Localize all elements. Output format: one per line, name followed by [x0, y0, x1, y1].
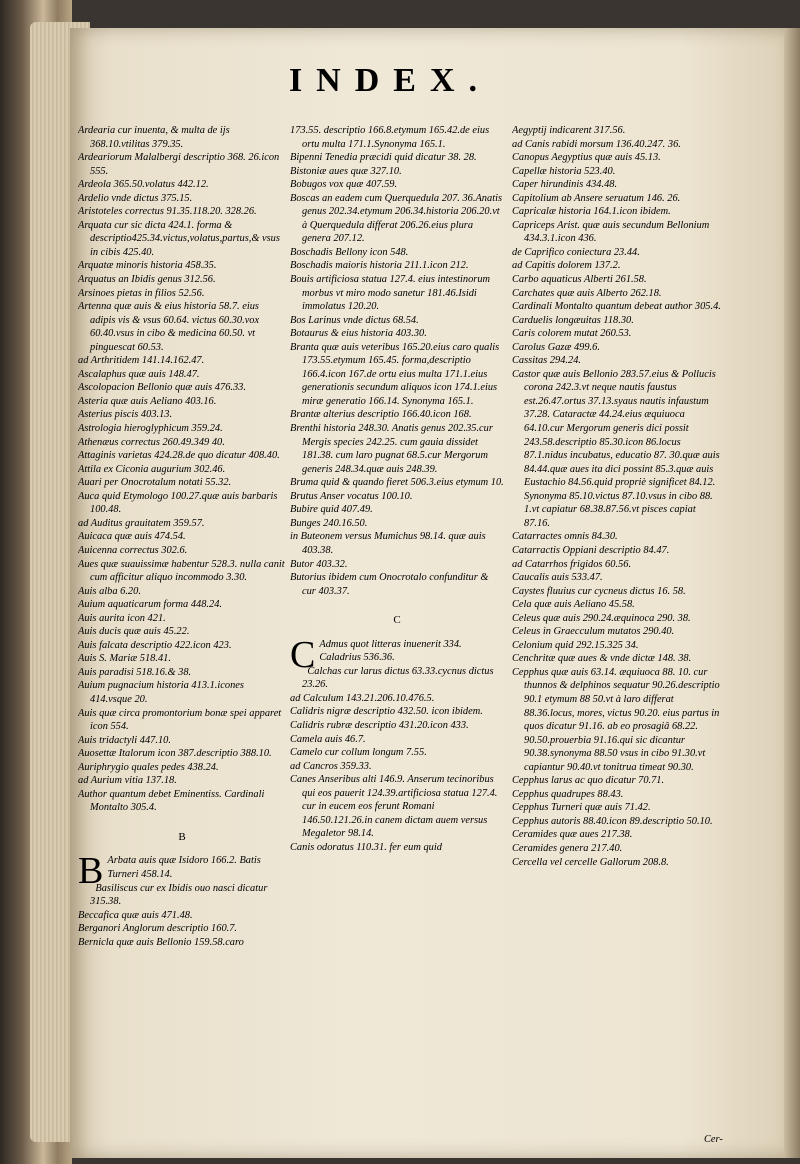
index-entry: [290, 178, 504, 192]
index-entry-text: Ardeariorum Malalbergi descriptio 368. 26.icon 555.: [78, 152, 280, 177]
index-entry: [512, 273, 724, 287]
index-entry: [78, 612, 286, 626]
index-entry: [78, 449, 286, 463]
index-entry-text: Auis tridactyli 447.10.: [78, 734, 171, 746]
index-entry-text: Auis alba 6.20.: [78, 585, 141, 597]
index-entry-text: Auium aquaticarum forma 448.24.: [78, 599, 223, 611]
index-entry: [512, 571, 724, 585]
catchword: Cer-: [704, 1134, 723, 1145]
index-entry: [78, 652, 286, 666]
drop-cap: C: [290, 633, 316, 676]
index-entry-text: Cela quæ auis Aeliano 45.58.: [512, 599, 635, 611]
index-entry: [512, 246, 724, 260]
index-entry: [78, 679, 286, 706]
index-entry-text: Brutus Anser vocatus 100.10.: [290, 490, 413, 502]
index-entry-text: Cenchritæ quæ aues & vnde dictæ 148. 38.: [512, 653, 692, 665]
index-entry-text: Auis aurita icon 421.: [78, 612, 166, 624]
index-entry-text: Cepphus quadrupes 88.43.: [512, 788, 624, 800]
index-entry: [78, 490, 286, 517]
index-column-3: [512, 124, 724, 1134]
index-entry: [290, 246, 504, 260]
index-entry-text: Ardeola 365.50.volatus 442.12.: [78, 179, 209, 191]
index-entry-text: Ceramides genera 217.40.: [512, 842, 623, 854]
index-column-2: [290, 124, 504, 1134]
index-entry-text: Ceramides quæ aues 217.38.: [512, 829, 633, 841]
index-entry-text: Ascolopacion Bellonio quæ auis 476.33.: [78, 382, 246, 394]
index-entry: [78, 273, 286, 287]
index-entry: [78, 124, 286, 151]
index-entry-text: Calidris rubræ descriptio 431.20.icon 433.: [290, 719, 469, 731]
index-entry: [512, 287, 724, 301]
index-entry: [512, 314, 724, 328]
index-entry-text: Boscas an eadem cum Querquedula 207. 36.Anatis genus 202.34.etymum 206.34.historia 206.20.vt à Querquedula differat 206.26.eius plura genera 207.12.: [290, 192, 503, 245]
index-entry-text: Bouis artificiosa statua 127.4. eius intestinorum morbus vt miro modo sanetur 181.46.Isidi immolatus 120.20.: [290, 274, 491, 313]
index-entry-text: Admus quot litteras inuenerit 334. Caladrius 536.36.: [319, 638, 462, 664]
page-right-edge: [784, 28, 800, 1158]
index-entry: [78, 882, 286, 909]
index-entry: [512, 205, 724, 219]
index-entry: [78, 585, 286, 599]
index-entry-text: Author quantum debet Eminentiss. Cardinali Montalto 305.4.: [78, 788, 265, 814]
index-entry-text: Caper hirundinis 434.48.: [512, 179, 618, 191]
index-entry-text: Carbo aquaticus Alberti 261.58.: [512, 274, 647, 286]
index-entry: [290, 503, 504, 517]
index-entry-text: ad Capitis dolorem 137.2.: [512, 260, 621, 272]
index-entry-text: Auari per Onocrotalum notati 55.32.: [78, 477, 232, 489]
index-entry-text: Canopus Aegyptius quæ auis 45.13.: [512, 152, 661, 164]
index-entry-text: Auium pugnacium historia 413.1.icones 414.vsque 20.: [78, 680, 244, 705]
index-entry-text: Bruma quid & quando fieret 506.3.eius etymum 10.: [290, 477, 504, 489]
index-entry: [512, 774, 724, 788]
index-entry: [290, 314, 504, 328]
index-entry: [78, 544, 286, 558]
index-entry-text: Ardearia cur inuenta, & multa de ijs 368.10.vtilitas 379.35.: [78, 125, 230, 150]
index-entry-text: Bos Larinus vnde dictus 68.54.: [290, 314, 419, 326]
index-entry-text: de Caprifico coniectura 23.44.: [512, 246, 640, 258]
index-entry-text: Aegyptij indicarent 317.56.: [512, 125, 626, 136]
index-entry: [290, 733, 504, 747]
index-entry-text: Attaginis varietas 424.28.de quo dicatur 408.40.: [78, 450, 280, 462]
index-entry: [290, 760, 504, 774]
index-entry: [290, 192, 504, 246]
index-entry-text: Canes Anseribus alti 146.9. Anserum tecinoribus qui eos pauerit 124.39.artificiosa statua 127.4. cur in eucem eos ferunt Romani 146.50.121.26.in canem dictam auem versus Megaletor 98.14.: [290, 774, 498, 840]
index-entry: [290, 530, 504, 557]
index-entry-text: Auis quæ circa promontorium bonæ spei apparet icon 554.: [78, 707, 282, 733]
index-entry: [290, 408, 504, 422]
index-entry: [78, 422, 286, 436]
index-entry: [78, 354, 286, 368]
index-entry: [512, 192, 724, 206]
index-entry: [78, 395, 286, 409]
index-entry-text: Auis ducis quæ auis 45.22.: [78, 626, 190, 638]
section-letter: C: [393, 614, 401, 627]
index-entry-text: Capricalæ historia 164.1.icon ibidem.: [512, 206, 671, 218]
index-entry-text: Botaurus & eius historia 403.30.: [290, 328, 427, 340]
index-entry-text: Attila ex Ciconia augurium 302.46.: [78, 463, 226, 475]
index-entry-text: Celeus in Graecculum mutatos 290.40.: [512, 626, 675, 638]
index-entry: [78, 774, 286, 788]
index-entry-text: Boschadis maioris historia 211.1.icon 212.: [290, 260, 469, 272]
index-entry-text: ad Aurium vitia 137.18.: [78, 775, 177, 787]
index-entry-text: Caris colorem mutat 260.53.: [512, 328, 632, 340]
index-entry: [78, 761, 286, 775]
index-entry-text: Arquatæ minoris historia 458.35.: [78, 260, 217, 272]
index-entry-text: Ascalaphus quæ auis 148.47.: [78, 368, 200, 380]
index-entry: [78, 476, 286, 490]
index-entry-text: Astrologia hieroglyphicum 359.24.: [78, 423, 223, 435]
index-entry: [78, 639, 286, 653]
index-entry-text: Bistoniæ aues quæ 327.10.: [290, 165, 402, 177]
index-entry: [78, 205, 286, 219]
index-entry: [290, 490, 504, 504]
index-entry-text: Calidris nigræ descriptio 432.50. icon ibidem.: [290, 706, 483, 718]
index-entry: [512, 124, 724, 138]
index-entry-text: Auca quid Etymologo 100.27.quæ auis barbaris 100.48.: [78, 490, 278, 516]
index-entry: [78, 436, 286, 450]
index-entry-text: Brantæ alterius descriptio 166.40.icon 168.: [290, 409, 472, 421]
index-entry-text: Cepphus quæ auis 63.14. æquiuoca 88. 10. cur thunnos & delphinos sequatur 90.26.descriptio 90.1 etymum 88 50.vt à laro differat 88.36.locus, mores, victus 90.20. eius partus in quos dicatur 91.16. ab eo prosagiâ 68.22. 90.50.prouerbia 91.16.qui sic dicantur 90.38.synonyma 88.50 vsus in cibo 91.30.vt capiantur 90.40.vt tonitrua timeat 90.30.: [512, 666, 720, 773]
index-entry: [512, 842, 724, 856]
index-entry: [290, 151, 504, 165]
index-entry: [78, 666, 286, 680]
index-entry-text: Caucalis auis 533.47.: [512, 572, 603, 584]
index-entry: [78, 598, 286, 612]
index-entry: [290, 746, 504, 760]
index-entry: [78, 287, 286, 301]
index-entry: [290, 422, 504, 476]
index-entry: [290, 705, 504, 719]
index-entry-text: Bunges 240.16.50.: [290, 517, 368, 529]
index-entry: [290, 517, 504, 531]
index-entry-text: Berganori Anglorum descriptio 160.7.: [78, 923, 238, 935]
index-entry: [78, 381, 286, 395]
index-entry-text: Bipenni Tenedia præcidi quid dicatur 38. 28.: [290, 152, 477, 164]
index-entry: [512, 354, 724, 368]
index-entry: [78, 909, 286, 923]
index-entry: [512, 598, 724, 612]
index-entry: [512, 856, 724, 870]
index-entry: [78, 178, 286, 192]
index-entry: [512, 300, 724, 314]
index-entry: [512, 666, 724, 774]
index-entry-text: Bubire quid 407.49.: [290, 504, 373, 516]
index-entry-text: Arquata cur sic dicta 424.1. forma & descriptio425.34.victus,volatus,partus,& vsus in cibis 425.40.: [78, 219, 280, 258]
index-entry-text: in Buteonem versus Mumichus 98.14. quæ auis 403.38.: [290, 531, 486, 556]
index-entry-text: Bobugos vox quæ 407.59.: [290, 179, 398, 191]
index-entry: [512, 138, 724, 152]
index-entry-text: Cercella vel cercelle Gallorum 208.8.: [512, 856, 669, 868]
index-entry: [290, 633, 504, 676]
index-entry-text: Celeus quæ auis 290.24.æquinoca 290. 38.: [512, 612, 691, 624]
index-entry-text: Cardinali Montalto quantum debeat author 305.4.: [512, 301, 721, 313]
section-letter: B: [178, 830, 186, 843]
index-entry-text: Caystes fluuius cur cycneus dictus 16. 58.: [512, 585, 686, 597]
index-entry: [512, 558, 724, 572]
index-entry-text: ad Calculum 143.21.206.10.476.5.: [290, 692, 435, 704]
index-entry: [290, 558, 504, 572]
index-entry: [290, 773, 504, 841]
index-entry-text: Catarractis Oppiani descriptio 84.47.: [512, 544, 670, 556]
index-entry: [78, 368, 286, 382]
index-entry-text: Arquatus an Ibidis genus 312.56.: [78, 274, 216, 286]
index-entry-text: Capellæ historia 523.40.: [512, 165, 616, 177]
index-entry: [512, 585, 724, 599]
page-title: INDEX.: [288, 62, 492, 99]
index-entry-text: Carchates quæ auis Alberto 262.18.: [512, 287, 662, 299]
index-entry: [512, 652, 724, 666]
index-entry: [512, 544, 724, 558]
index-entry: [78, 747, 286, 761]
index-entry: [78, 734, 286, 748]
index-entry-text: Athenæus correctus 260.49.349 40.: [78, 436, 225, 448]
index-entry: [512, 828, 724, 842]
index-entry: [78, 788, 286, 815]
index-entry: [78, 707, 286, 734]
index-entry: [78, 192, 286, 206]
index-entry: [512, 368, 724, 531]
index-entry: [512, 815, 724, 829]
index-entry-text: Butorius ibidem cum Onocrotalo confunditur & cur 403.37.: [290, 572, 489, 597]
index-entry-text: Camela auis 46.7.: [290, 733, 366, 745]
index-entry-text: Auriphrygio quales pedes 438.24.: [78, 761, 219, 773]
index-entry: [290, 841, 504, 855]
index-entry-text: Carduelis longæuitas 118.30.: [512, 314, 634, 326]
index-entry: [290, 124, 504, 151]
index-entry-text: Auis falcata descriptio 422.icon 423.: [78, 639, 232, 651]
index-entry: [512, 612, 724, 626]
index-entry: [512, 219, 724, 246]
index-entry: [512, 801, 724, 815]
index-entry-text: Camelo cur collum longum 7.55.: [290, 747, 427, 759]
index-entry-text: Auosettæ Italorum icon 387.descriptio 388.10.: [78, 748, 272, 760]
index-entry-text: Canis odoratus 110.31. fer eum quid: [290, 841, 442, 853]
index-entry-text: Auis S. Mariæ 518.41.: [78, 653, 171, 665]
index-entry-text: Cassitas 294.24.: [512, 355, 581, 367]
index-entry: [512, 151, 724, 165]
index-entry-text: ad Cancros 359.33.: [290, 760, 372, 772]
index-entry: [78, 151, 286, 178]
index-entry: [78, 517, 286, 531]
index-entry: [78, 219, 286, 260]
index-entry-text: Butor 403.32.: [290, 558, 348, 570]
index-entry-text: Capriceps Arist. quæ auis secundum Bellonium 434.3.1.icon 436.: [512, 219, 710, 245]
index-entry-text: Arbata auis quæ Isidoro 166.2. Batis Turneri 458.14.: [107, 855, 261, 880]
index-entry-text: Celonium quid 292.15.325 34.: [512, 639, 639, 651]
index-entry-text: Basiliscus cur ex Ibidis ouo nasci dicatur 315.38.: [90, 882, 268, 908]
index-entry: [512, 625, 724, 639]
index-entry-text: Bernicla quæ auis Bellonio 159.58.caro: [78, 936, 244, 948]
index-entry: [512, 530, 724, 544]
index-entry-text: ad Canis rabidi morsum 136.40.247. 36.: [512, 138, 681, 150]
index-entry-text: Cepphus autoris 88.40.icon 89.descriptio 50.10.: [512, 815, 713, 827]
index-entry-text: 173.55. descriptio 166.8.etymum 165.42.de eius ortu multa 171.1.Synonyma 165.1.: [290, 125, 490, 150]
index-entry: [290, 273, 504, 314]
index-entry-text: Carolus Gazæ 499.6.: [512, 341, 600, 353]
index-entry-text: ad Arthritidem 141.14.162.47.: [78, 355, 205, 367]
index-entry-text: Aristoteles correctus 91.35.118.20. 328.26.: [78, 206, 257, 218]
index-entry-text: Aues quæ suauissimæ habentur 528.3. nulla canit cum afficitur aliquo incommodo 3.30.: [78, 558, 285, 584]
index-entry: [78, 558, 286, 585]
drop-cap: B: [78, 850, 104, 893]
index-entry-text: Artenna quæ auis & eius historia 58.7. eius adipis vis & vsus 60.64. victus 60.30.vox 60.40.vsus in cibo & medicina 60.50. vt pinguescat 60.53.: [78, 301, 260, 353]
index-entry-text: Castor quæ auis Bellonio 283.57.eius & Pollucis corona 242.3.vt neque nautis faustus est.26.47.ortus 37.13.syaus nautis infaustum 37.28. Cataractæ 44.24.eius æquiuoca 64.10.cur Mergorum generis dici possit 243.58.descriptio 85.30.icon 86.locus 87.1.nidus incubatus, educatio 87. 30.quæ auis 84.44.quæ aues ita dici possint 85.3.quæ auis Eustachio 84.56.quid propriè significet 84.12. Synonyma 85.10.victus 87.10.vsus in cibo 88. 1.vt capiatur 68.38.87.56.vt pisces capiat 87.16.: [512, 368, 720, 529]
index-entry: [512, 259, 724, 273]
index-entry-text: Beccafica quæ auis 471.48.: [78, 909, 193, 921]
index-entry: [512, 341, 724, 355]
index-entry: [290, 259, 504, 273]
index-entry: [290, 327, 504, 341]
index-entry-text: Auis paradisi 518.16.& 38.: [78, 666, 192, 678]
index-entry: [290, 476, 504, 490]
index-entry-text: Cepphus larus ac quo dicatur 70.71.: [512, 775, 665, 787]
index-entry-text: Brenthi historia 248.30. Anatis genus 202.35.cur Mergis species 242.25. cum gauia dissidet 181.38. cum laro pugnat 68.5.cur Mergorum generis 248.34.quæ auis 248.39.: [290, 423, 493, 475]
index-entry: [512, 178, 724, 192]
index-entry: [78, 936, 286, 950]
index-entry: [78, 408, 286, 422]
index-entry: [512, 327, 724, 341]
index-entry-text: Calchas cur larus dictus 63.33.cycnus dictus 23.26.: [302, 665, 494, 691]
index-entry-text: Boschadis Bellony icon 548.: [290, 246, 409, 258]
index-entry: [78, 530, 286, 544]
index-entry: [78, 300, 286, 354]
index-entry: [290, 165, 504, 179]
index-entry: [512, 788, 724, 802]
index-entry: [78, 922, 286, 936]
index-entry-text: Auicenna correctus 302.6.: [78, 544, 188, 556]
index-column-1: [78, 124, 286, 1134]
index-entry-text: Asterius piscis 403.13.: [78, 409, 173, 421]
index-entry-text: Catarractes omnis 84.30.: [512, 531, 618, 543]
index-entry-text: Ardelio vnde dictus 375.15.: [78, 192, 193, 204]
index-entry-text: Arsinoes pietas in filios 52.56.: [78, 287, 205, 299]
index-entry: [78, 850, 286, 893]
index-entry-text: Cepphus Turneri quæ auis 71.42.: [512, 802, 651, 814]
index-entry-text: Auicaca quæ auis 474.54.: [78, 531, 186, 543]
index-entry-text: ad Auditus grauitatem 359.57.: [78, 517, 205, 529]
index-entry: [290, 665, 504, 692]
index-entry: [78, 463, 286, 477]
index-entry: [290, 719, 504, 733]
index-entry-text: Asteria quæ auis Aeliano 403.16.: [78, 395, 217, 407]
index-entry: [78, 259, 286, 273]
index-entry: [512, 165, 724, 179]
index-entry-text: Branta quæ auis veteribus 165.20.eius caro qualis 173.55.etymum 165.45. forma,descriptio 166.4.icon 167.de ortu eius multa 171.1.eius generationis secundum aliquos icon 174.1.eius miræ generatio 166.14. Synonyma 165.1.: [290, 341, 500, 407]
index-entry-text: ad Catarrhos frigidos 60.56.: [512, 558, 632, 570]
index-entry: [78, 625, 286, 639]
index-entry: [290, 341, 504, 409]
index-entry: [290, 571, 504, 598]
index-entry-text: Capitolium ab Ansere seruatum 146. 26.: [512, 192, 681, 204]
index-entry: [290, 692, 504, 706]
index-entry: [512, 639, 724, 653]
